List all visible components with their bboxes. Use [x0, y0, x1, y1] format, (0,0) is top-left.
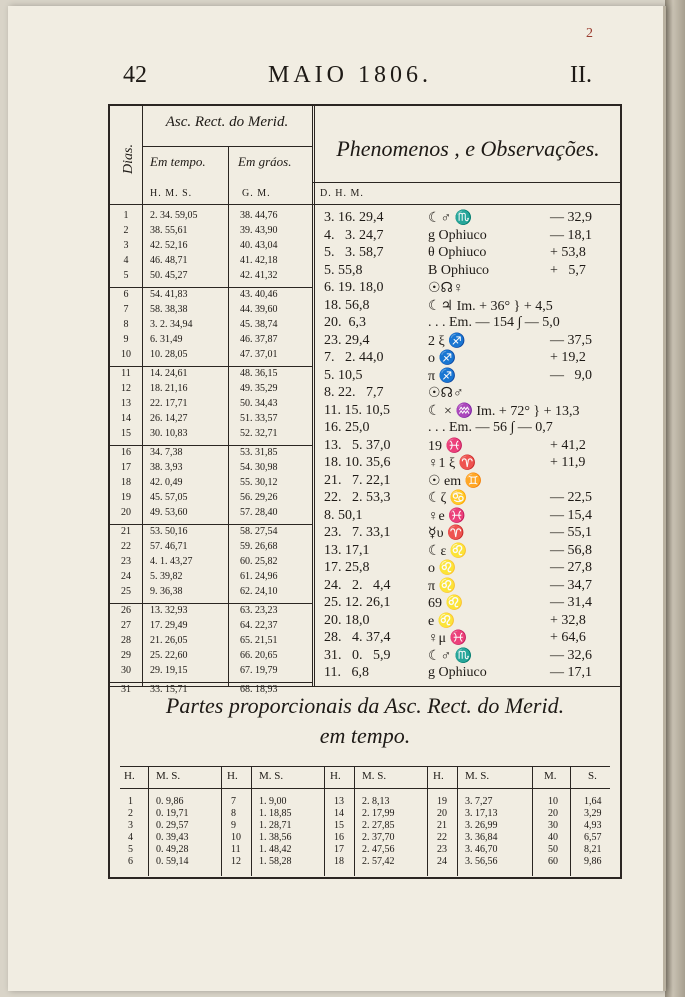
phenomenon-time: 13. 5. 37,0	[324, 437, 391, 453]
day-number: 28	[121, 635, 131, 646]
prop-minutes: 20	[548, 808, 558, 819]
prop-value: 3. 56,56	[465, 856, 498, 867]
prop-hour: 20	[437, 808, 447, 819]
prop-ms-header: M. S.	[156, 770, 181, 782]
graos-value: 59. 26,68	[240, 541, 278, 552]
tempo-value: 18. 21,16	[150, 383, 188, 394]
phenomenon-time: 17. 25,8	[324, 560, 370, 575]
prop-hour: 16	[334, 832, 344, 843]
phenomenon-time: 5. 55,8	[324, 262, 363, 278]
group-rule	[110, 524, 312, 525]
asc-divider	[142, 146, 312, 147]
tempo-value: 57. 46,71	[150, 541, 188, 552]
tempo-value: 9. 36,38	[150, 586, 183, 597]
prop-hour: 22	[437, 832, 447, 843]
day-number: 29	[121, 650, 131, 661]
phenomenon-value: + 11,9	[550, 455, 586, 470]
graos-value: 63. 23,23	[240, 605, 278, 616]
day-number: 3	[123, 240, 129, 251]
graos-value: 42. 41,32	[240, 270, 278, 281]
prop-hour: 6	[128, 856, 133, 867]
phenomenon-value: — 22,5	[550, 490, 592, 505]
prop-block-divider	[427, 766, 428, 876]
prop-value: 2. 27,85	[362, 820, 395, 831]
phenomenon-event: . . . Em. — 154 ∫ — 5,0	[428, 315, 560, 330]
proportional-table	[120, 766, 610, 876]
phenomenon-event: e ♌	[428, 613, 456, 629]
tempo-value: 10. 28,05	[150, 349, 188, 360]
phenomenon-event: g Ophiuco	[428, 227, 487, 243]
tempo-value: 42. 0,49	[150, 477, 183, 488]
phenomenon-value: + 53,8	[550, 245, 586, 260]
prop-value: 1. 58,28	[259, 856, 292, 867]
phenomenon-time: 21. 7. 22,1	[324, 472, 391, 488]
graos-value: 50. 34,43	[240, 398, 278, 409]
tempo-value: 3. 2. 34,94	[150, 319, 193, 330]
phenomena-subheader-rule	[312, 204, 622, 205]
day-number: 12	[121, 383, 131, 394]
prop-seconds: 4,93	[584, 820, 602, 831]
prop-seconds: 9,86	[584, 856, 602, 867]
prop-h-header: H.	[227, 770, 238, 782]
tempo-value: 17. 29,49	[150, 620, 188, 631]
day-number: 14	[121, 413, 131, 424]
prop-value: 0. 49,28	[156, 844, 189, 855]
day-number: 27	[121, 620, 131, 631]
phenomenon-value: — 18,1	[550, 227, 592, 243]
phenomenon-value: + 19,2	[550, 350, 586, 365]
prop-top-rule	[120, 766, 610, 767]
day-number: 15	[121, 428, 131, 439]
prop-minutes: 10	[548, 796, 558, 807]
section-number: II.	[570, 62, 592, 88]
day-number: 1	[123, 210, 129, 221]
day-number: 5	[123, 270, 129, 281]
phenomenon-event: ☾ζ ♋	[428, 491, 468, 506]
phenomenon-value: — 15,4	[550, 507, 592, 523]
page-number: 42	[123, 62, 147, 88]
prop-hour: 23	[437, 844, 447, 855]
prop-hour: 19	[437, 796, 447, 807]
graos-value: 43. 40,46	[240, 289, 278, 300]
header-rule	[110, 204, 312, 205]
tempo-value: 5. 39,82	[150, 571, 183, 582]
day-number: 4	[123, 255, 129, 266]
prop-h-header: H.	[433, 770, 444, 782]
phenomenon-event: g Ophiuco	[428, 665, 487, 680]
phenomenon-event: ☿υ ♈	[428, 526, 465, 541]
corner-mark: 2	[586, 26, 593, 41]
phenomenon-time: 24. 2. 4,4	[324, 577, 391, 593]
group-rule	[110, 445, 312, 446]
prop-block-divider	[324, 766, 325, 876]
tempo-value: 25. 22,60	[150, 650, 188, 661]
prop-hour: 24	[437, 856, 447, 867]
tempo-value: 42. 52,16	[150, 240, 188, 251]
prop-seconds: 8,21	[584, 844, 602, 855]
tempo-value: 53. 50,16	[150, 526, 188, 537]
phenomenon-value: — 9,0	[550, 367, 592, 383]
prop-hour: 18	[334, 856, 344, 867]
graos-value: 51. 33,57	[240, 413, 278, 424]
prop-ms-header: M. S.	[259, 770, 284, 782]
phenomenon-time: 31. 0. 5,9	[324, 647, 391, 663]
phenomenon-time: 7. 2. 44,0	[324, 350, 384, 365]
prop-minutes: 60	[548, 856, 558, 867]
phenomenon-event: ☾ε ♌	[428, 543, 468, 559]
phenomenon-time: 16. 25,0	[324, 420, 370, 435]
graos-header: Em gráos.	[238, 154, 292, 169]
page	[8, 6, 666, 991]
tempo-value: 50. 45,27	[150, 270, 188, 281]
phenomenon-event: B Ophiuco	[428, 262, 490, 278]
prop-value: 0. 39,43	[156, 832, 189, 843]
prop-value: 2. 57,42	[362, 856, 395, 867]
group-rule	[110, 682, 312, 683]
prop-h-header: H.	[124, 770, 135, 782]
day-number: 2	[123, 225, 129, 236]
prop-hour: 4	[128, 832, 133, 843]
tempo-value: 6. 31,49	[150, 334, 183, 345]
prop-divider	[148, 766, 149, 876]
prop-value: 3. 26,99	[465, 820, 498, 831]
phenomenon-event: θ Ophiuco	[428, 245, 487, 260]
prop-hour: 12	[231, 856, 241, 867]
tempo-value: 38. 55,61	[150, 225, 188, 236]
graos-value: 61. 24,96	[240, 571, 278, 582]
phenomenon-time: 4. 3. 24,7	[324, 227, 384, 243]
phenomenon-value: + 41,2	[550, 437, 586, 453]
prop-value: 0. 29,57	[156, 820, 189, 831]
prop-value: 0. 59,14	[156, 856, 189, 867]
proportional-title-line2: em tempo.	[319, 723, 411, 748]
graos-value: 68. 18,93	[240, 684, 278, 695]
day-number: 20	[121, 507, 131, 518]
phenomenon-value: + 32,8	[550, 612, 586, 628]
phenomenon-time: 28. 4. 37,4	[324, 630, 391, 645]
phenomenon-event: ☉☊♀	[428, 281, 464, 296]
phenomena-title: Phenomenos , e Observações.	[336, 136, 600, 161]
phenomenon-time: 3. 16. 29,4	[324, 210, 384, 225]
page-header	[8, 62, 663, 102]
prop-value: 2. 47,56	[362, 844, 395, 855]
prop-value: 0. 19,71	[156, 808, 189, 819]
graos-value: 57. 28,40	[240, 507, 278, 518]
graos-value: 49. 35,29	[240, 383, 278, 394]
prop-value: 2. 8,13	[362, 796, 390, 807]
day-number: 16	[121, 447, 131, 458]
phenomenon-time: 20. 6,3	[324, 315, 366, 330]
prop-minutes: 50	[548, 844, 558, 855]
prop-hour: 3	[128, 820, 133, 831]
prop-block-divider	[221, 766, 222, 876]
graos-value: 38. 44,76	[240, 210, 278, 221]
day-number: 7	[123, 304, 129, 315]
day-number: 19	[121, 492, 131, 503]
phenomenon-event: 19 ♓	[428, 438, 463, 454]
graos-value: 44. 39,60	[240, 304, 278, 315]
day-number: 23	[121, 556, 131, 567]
phenomenon-time: 6. 19. 18,0	[324, 280, 384, 295]
prop-hour: 17	[334, 844, 344, 855]
prop-ms-divider	[570, 766, 571, 876]
prop-hour: 10	[231, 832, 241, 843]
prop-hour: 15	[334, 820, 344, 831]
prop-ms-header: M. S.	[362, 770, 387, 782]
day-number: 24	[121, 571, 131, 582]
dias-column	[110, 106, 143, 686]
graos-value: 45. 38,74	[240, 319, 278, 330]
tempo-value: 26. 14,27	[150, 413, 188, 424]
graos-value: 53. 31,85	[240, 447, 278, 458]
graos-value: 66. 20,65	[240, 650, 278, 661]
phenomenon-time: 13. 17,1	[324, 542, 370, 558]
prop-hour: 14	[334, 808, 344, 819]
phenomenon-value: — 37,5	[550, 332, 592, 348]
prop-header-rule	[120, 788, 610, 789]
prop-hour: 7	[231, 796, 236, 807]
prop-value: 3. 46,70	[465, 844, 498, 855]
phenomenon-event: ☉☊♂	[428, 386, 464, 401]
prop-last-divider	[532, 766, 533, 876]
prop-value: 3. 36,84	[465, 832, 498, 843]
phenomenon-time: 8. 50,1	[324, 507, 363, 523]
prop-ms-header: M. S.	[465, 770, 490, 782]
graos-columns: G. M.	[242, 188, 271, 199]
phenomenon-value: — 31,4	[550, 595, 592, 610]
phenomenon-event: ☾ × ♒ Im. + 72° } + 13,3	[428, 403, 580, 419]
phenomenon-event: ♀1 ξ ♈	[428, 456, 477, 471]
phenomenon-time: 5. 3. 58,7	[324, 245, 384, 260]
tempo-value: 33. 15,71	[150, 684, 188, 695]
phenomenon-event: ☾♂ ♏	[428, 211, 472, 226]
day-number: 6	[123, 289, 129, 300]
prop-value: 3. 7,27	[465, 796, 493, 807]
asc-column-divider	[228, 146, 229, 686]
day-number: 18	[121, 477, 131, 488]
dias-header: Dias.	[120, 144, 136, 174]
prop-s-header: S.	[588, 770, 597, 782]
tempo-value: 49. 53,60	[150, 507, 188, 518]
phenomenon-time: 18. 10. 35,6	[324, 455, 391, 470]
prop-seconds: 3,29	[584, 808, 602, 819]
prop-m-header: M.	[544, 770, 557, 782]
asc-rect-section	[142, 106, 315, 686]
phenomena-columns: D. H. M.	[320, 188, 364, 199]
tempo-value: 22. 17,71	[150, 398, 188, 409]
day-number: 10	[121, 349, 131, 360]
graos-value: 58. 27,54	[240, 526, 278, 537]
phenomenon-event: ♀e ♓	[428, 508, 466, 524]
tempo-value: 58. 38,38	[150, 304, 188, 315]
phenomenon-event: ♀μ ♓	[428, 631, 467, 646]
phenomenon-event: 2 ξ ♐	[428, 333, 466, 349]
day-number: 26	[121, 605, 131, 616]
table-bottom-rule	[110, 686, 620, 687]
prop-value: 1. 18,85	[259, 808, 292, 819]
phenomenon-event: ο ♌	[428, 561, 456, 576]
prop-hour: 13	[334, 796, 344, 807]
day-number: 30	[121, 665, 131, 676]
tempo-value: 4. 1. 43,27	[150, 556, 193, 567]
phenomenon-time: 23. 29,4	[324, 332, 370, 348]
phenomenon-event: π ♌	[428, 578, 456, 594]
tempo-header: Em tempo.	[150, 154, 206, 169]
phenomenon-value: + 5,7	[550, 262, 586, 278]
tempo-value: 29. 19,15	[150, 665, 188, 676]
graos-value: 48. 36,15	[240, 368, 278, 379]
prop-seconds: 6,57	[584, 832, 602, 843]
prop-hour: 11	[231, 844, 241, 855]
prop-minutes: 30	[548, 820, 558, 831]
asc-title: Asc. Rect. do Merid.	[165, 114, 289, 130]
phenomenon-time: 23. 7. 33,1	[324, 525, 391, 540]
prop-seconds: 1,64	[584, 796, 602, 807]
day-number: 25	[121, 586, 131, 597]
prop-value: 0. 9,86	[156, 796, 184, 807]
prop-hour: 8	[231, 808, 236, 819]
phenomenon-event: ☾♂ ♏	[428, 648, 472, 664]
graos-value: 40. 43,04	[240, 240, 278, 251]
prop-h-header: H.	[330, 770, 341, 782]
group-rule	[110, 287, 312, 288]
phenomenon-value: — 32,6	[550, 647, 592, 663]
phenomenon-time: 18. 56,8	[324, 297, 370, 313]
phenomenon-event: . . . Em. — 56 ∫ — 0,7	[428, 420, 553, 435]
tempo-columns: H. M. S.	[150, 188, 193, 199]
tempo-value: 21. 26,05	[150, 635, 188, 646]
proportional-title-line1: Partes proporcionais da Asc. Rect. do Merid.	[165, 693, 565, 718]
phenomenon-time: 11. 6,8	[324, 665, 369, 680]
graos-value: 46. 37,87	[240, 334, 278, 345]
phenomenon-value: + 64,6	[550, 630, 586, 645]
tempo-value: 38. 3,93	[150, 462, 183, 473]
graos-value: 56. 29,26	[240, 492, 278, 503]
prop-hour: 9	[231, 820, 236, 831]
phenomenon-time: 22. 2. 53,3	[324, 490, 391, 505]
day-number: 31	[121, 684, 131, 695]
graos-value: 62. 24,10	[240, 586, 278, 597]
tempo-value: 45. 57,05	[150, 492, 188, 503]
graos-value: 52. 32,71	[240, 428, 278, 439]
graos-value: 65. 21,51	[240, 635, 278, 646]
day-number: 22	[121, 541, 131, 552]
phenomenon-event: 69 ♌	[428, 596, 463, 611]
phenomenon-value: — 34,7	[550, 577, 592, 593]
phenomenon-event: ☉ em ♊	[428, 473, 483, 489]
tempo-value: 14. 24,61	[150, 368, 188, 379]
phenomenon-event: ο ♐	[428, 351, 456, 366]
prop-hour: 21	[437, 820, 447, 831]
phenomenon-event: ☾♃ Im. + 36° } + 4,5	[428, 298, 553, 314]
phenomenon-time: 5. 10,5	[324, 367, 363, 383]
prop-divider	[251, 766, 252, 876]
phenomenon-value: — 56,8	[550, 542, 592, 558]
day-number: 11	[121, 368, 131, 379]
tempo-value: 30. 10,83	[150, 428, 188, 439]
phenomenon-value: — 32,9	[550, 210, 592, 225]
prop-hour: 2	[128, 808, 133, 819]
graos-value: 41. 42,18	[240, 255, 278, 266]
day-number: 21	[121, 526, 131, 537]
tempo-value: 34. 7,38	[150, 447, 183, 458]
prop-divider	[457, 766, 458, 876]
tempo-value: 54. 41,83	[150, 289, 188, 300]
book-edge	[665, 0, 685, 997]
graos-value: 47. 37,01	[240, 349, 278, 360]
phenomena-header-rule	[312, 182, 622, 183]
graos-value: 55. 30,12	[240, 477, 278, 488]
prop-value: 3. 17,13	[465, 808, 498, 819]
prop-value: 1. 28,71	[259, 820, 292, 831]
graos-value: 64. 22,37	[240, 620, 278, 631]
prop-hour: 5	[128, 844, 133, 855]
ephemeris-table	[108, 104, 622, 879]
proportional-title	[110, 691, 620, 751]
tempo-value: 46. 48,71	[150, 255, 188, 266]
phenomenon-value: — 17,1	[550, 665, 592, 680]
month-title: MAIO 1806.	[268, 62, 432, 88]
phenomenon-time: 11. 15. 10,5	[324, 402, 390, 418]
group-rule	[110, 603, 312, 604]
prop-value: 1. 48,42	[259, 844, 292, 855]
phenomenon-time: 20. 18,0	[324, 612, 370, 628]
tempo-value: 13. 32,93	[150, 605, 188, 616]
phenomenon-time: 25. 12. 26,1	[324, 595, 391, 610]
prop-value: 2. 17,99	[362, 808, 395, 819]
group-rule	[110, 366, 312, 367]
phenomenon-value: — 27,8	[550, 560, 592, 575]
day-number: 9	[123, 334, 129, 345]
prop-value: 2. 37,70	[362, 832, 395, 843]
day-number: 17	[121, 462, 131, 473]
prop-divider	[354, 766, 355, 876]
graos-value: 39. 43,90	[240, 225, 278, 236]
graos-value: 67. 19,79	[240, 665, 278, 676]
phenomenon-value: — 55,1	[550, 525, 592, 540]
phenomenon-time: 8. 22. 7,7	[324, 385, 384, 400]
graos-value: 54. 30,98	[240, 462, 278, 473]
prop-value: 1. 9,00	[259, 796, 287, 807]
prop-minutes: 40	[548, 832, 558, 843]
prop-value: 1. 38,56	[259, 832, 292, 843]
phenomenon-event: π ♐	[428, 368, 456, 384]
prop-hour: 1	[128, 796, 133, 807]
day-number: 8	[123, 319, 129, 330]
tempo-value: 2. 34. 59,05	[150, 210, 198, 221]
graos-value: 60. 25,82	[240, 556, 278, 567]
day-number: 13	[121, 398, 131, 409]
